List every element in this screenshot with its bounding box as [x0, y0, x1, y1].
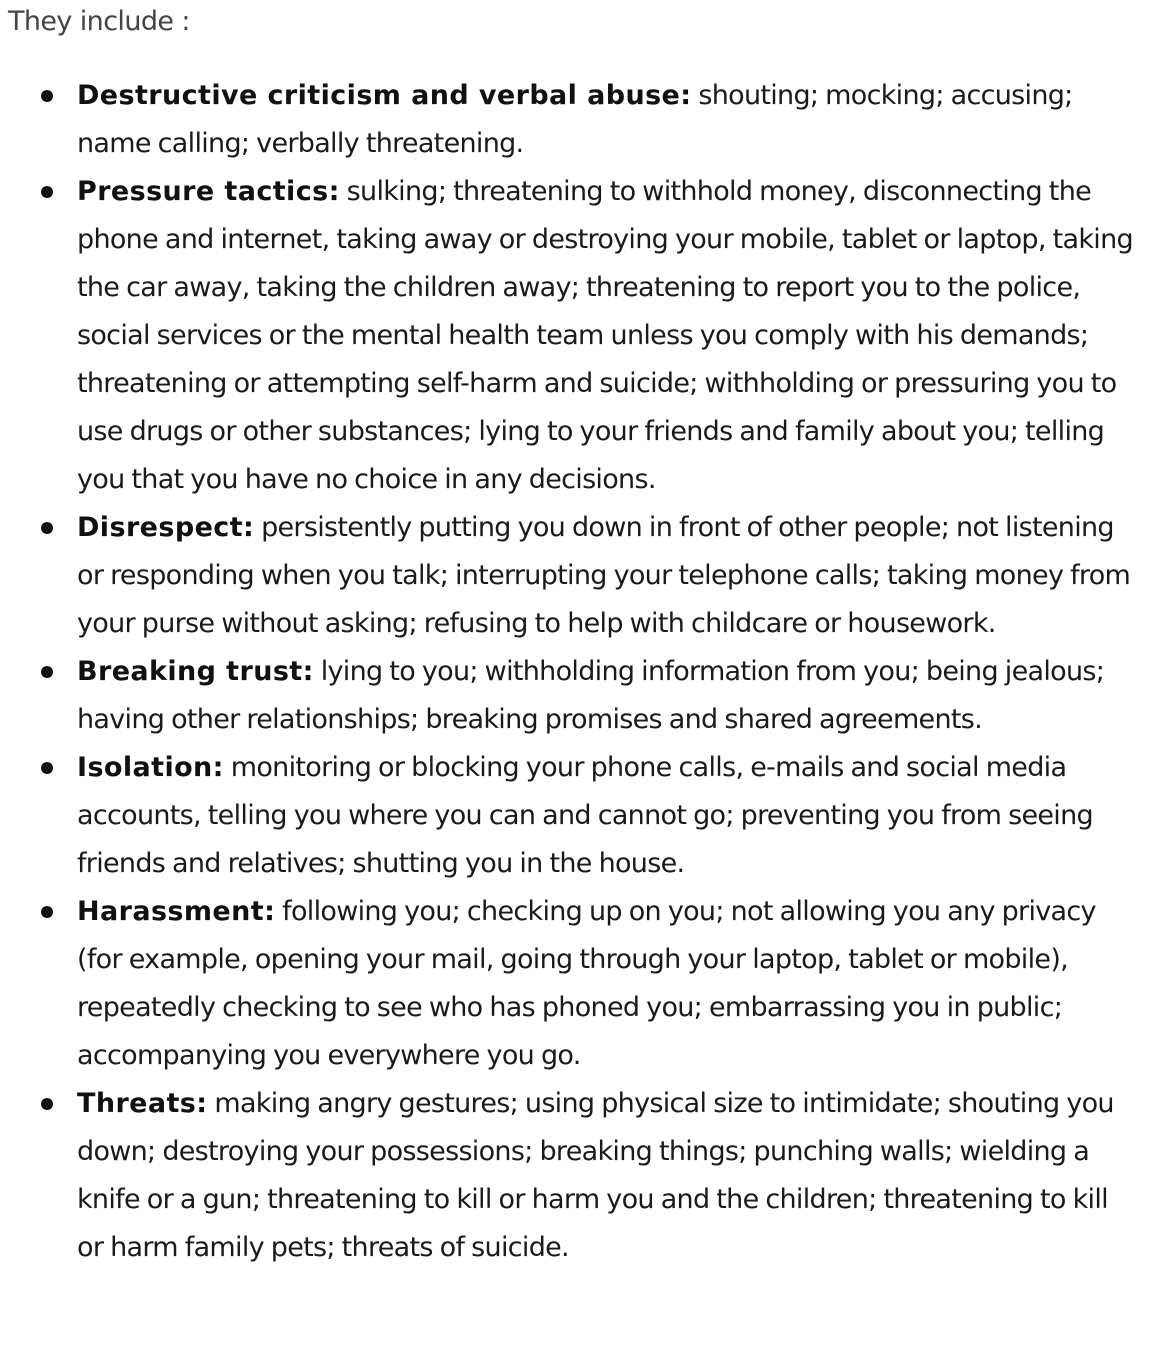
- list-item-breaking-trust: [77, 648, 1137, 744]
- bullet-icon: [41, 186, 53, 198]
- intro-text: They include :: [8, 6, 190, 37]
- item-term: Pressure tactics:: [77, 176, 340, 207]
- list-item-isolation: [77, 744, 1137, 888]
- bullet-icon: [41, 522, 53, 534]
- bullet-icon: [41, 906, 53, 918]
- abuse-types-list: [77, 72, 1137, 1272]
- item-term: Harassment:: [77, 896, 276, 927]
- item-text: lying to you; withholding information from you; being jealous; having other relationships; breaking promises and shared agreements.: [77, 656, 1105, 735]
- list-item-harassment: [77, 888, 1137, 1080]
- item-term: Breaking trust:: [77, 656, 314, 687]
- bullet-icon: [41, 90, 53, 102]
- list-item-destructive-criticism: [77, 72, 1137, 168]
- list-item-pressure-tactics: [77, 168, 1137, 504]
- item-term: Isolation:: [77, 752, 224, 783]
- item-text: following you; checking up on you; not allowing you any privacy (for example, opening your mail, going through your laptop, tablet or mobile), repeatedly checking to see who has phoned you; embarrassing you in public; accompanying you everywhere you go.: [77, 896, 1096, 1071]
- item-text: persistently putting you down in front of other people; not listening or responding when you talk; interrupting your telephone calls; taking money from your purse without asking; refusing to help with childcare or housework.: [77, 512, 1131, 639]
- list-item-disrespect: [77, 504, 1137, 648]
- item-text: sulking; threatening to withhold money, disconnecting the phone and internet, taking away or destroying your mobile, tablet or laptop, taking the car away, taking the children away; threatening to report you to the police, social services or the mental health team unless you comply with his demands; threatening or attempting self-harm and suicide; withholding or pressuring you to use drugs or other substances; lying to your friends and family about you; telling you that you have no choice in any decisions.: [77, 176, 1133, 495]
- bullet-icon: [41, 762, 53, 774]
- item-term: Threats:: [77, 1088, 208, 1119]
- bullet-icon: [41, 666, 53, 678]
- item-text: making angry gestures; using physical size to intimidate; shouting you down; destroying your possessions; breaking things; punching walls; wielding a knife or a gun; threatening to kill or harm you and the children; threatening to kill or harm family pets; threats of suicide.: [77, 1088, 1114, 1263]
- item-term: Destructive criticism and verbal abuse:: [77, 80, 692, 111]
- item-text: monitoring or blocking your phone calls, e-mails and social media accounts, telling you where you can and cannot go; preventing you from seeing friends and relatives; shutting you in the house.: [77, 752, 1093, 879]
- item-term: Disrespect:: [77, 512, 255, 543]
- list-item-threats: [77, 1080, 1137, 1272]
- bullet-icon: [41, 1098, 53, 1110]
- item-text: shouting; mocking; accusing; name calling; verbally threatening.: [77, 80, 1073, 159]
